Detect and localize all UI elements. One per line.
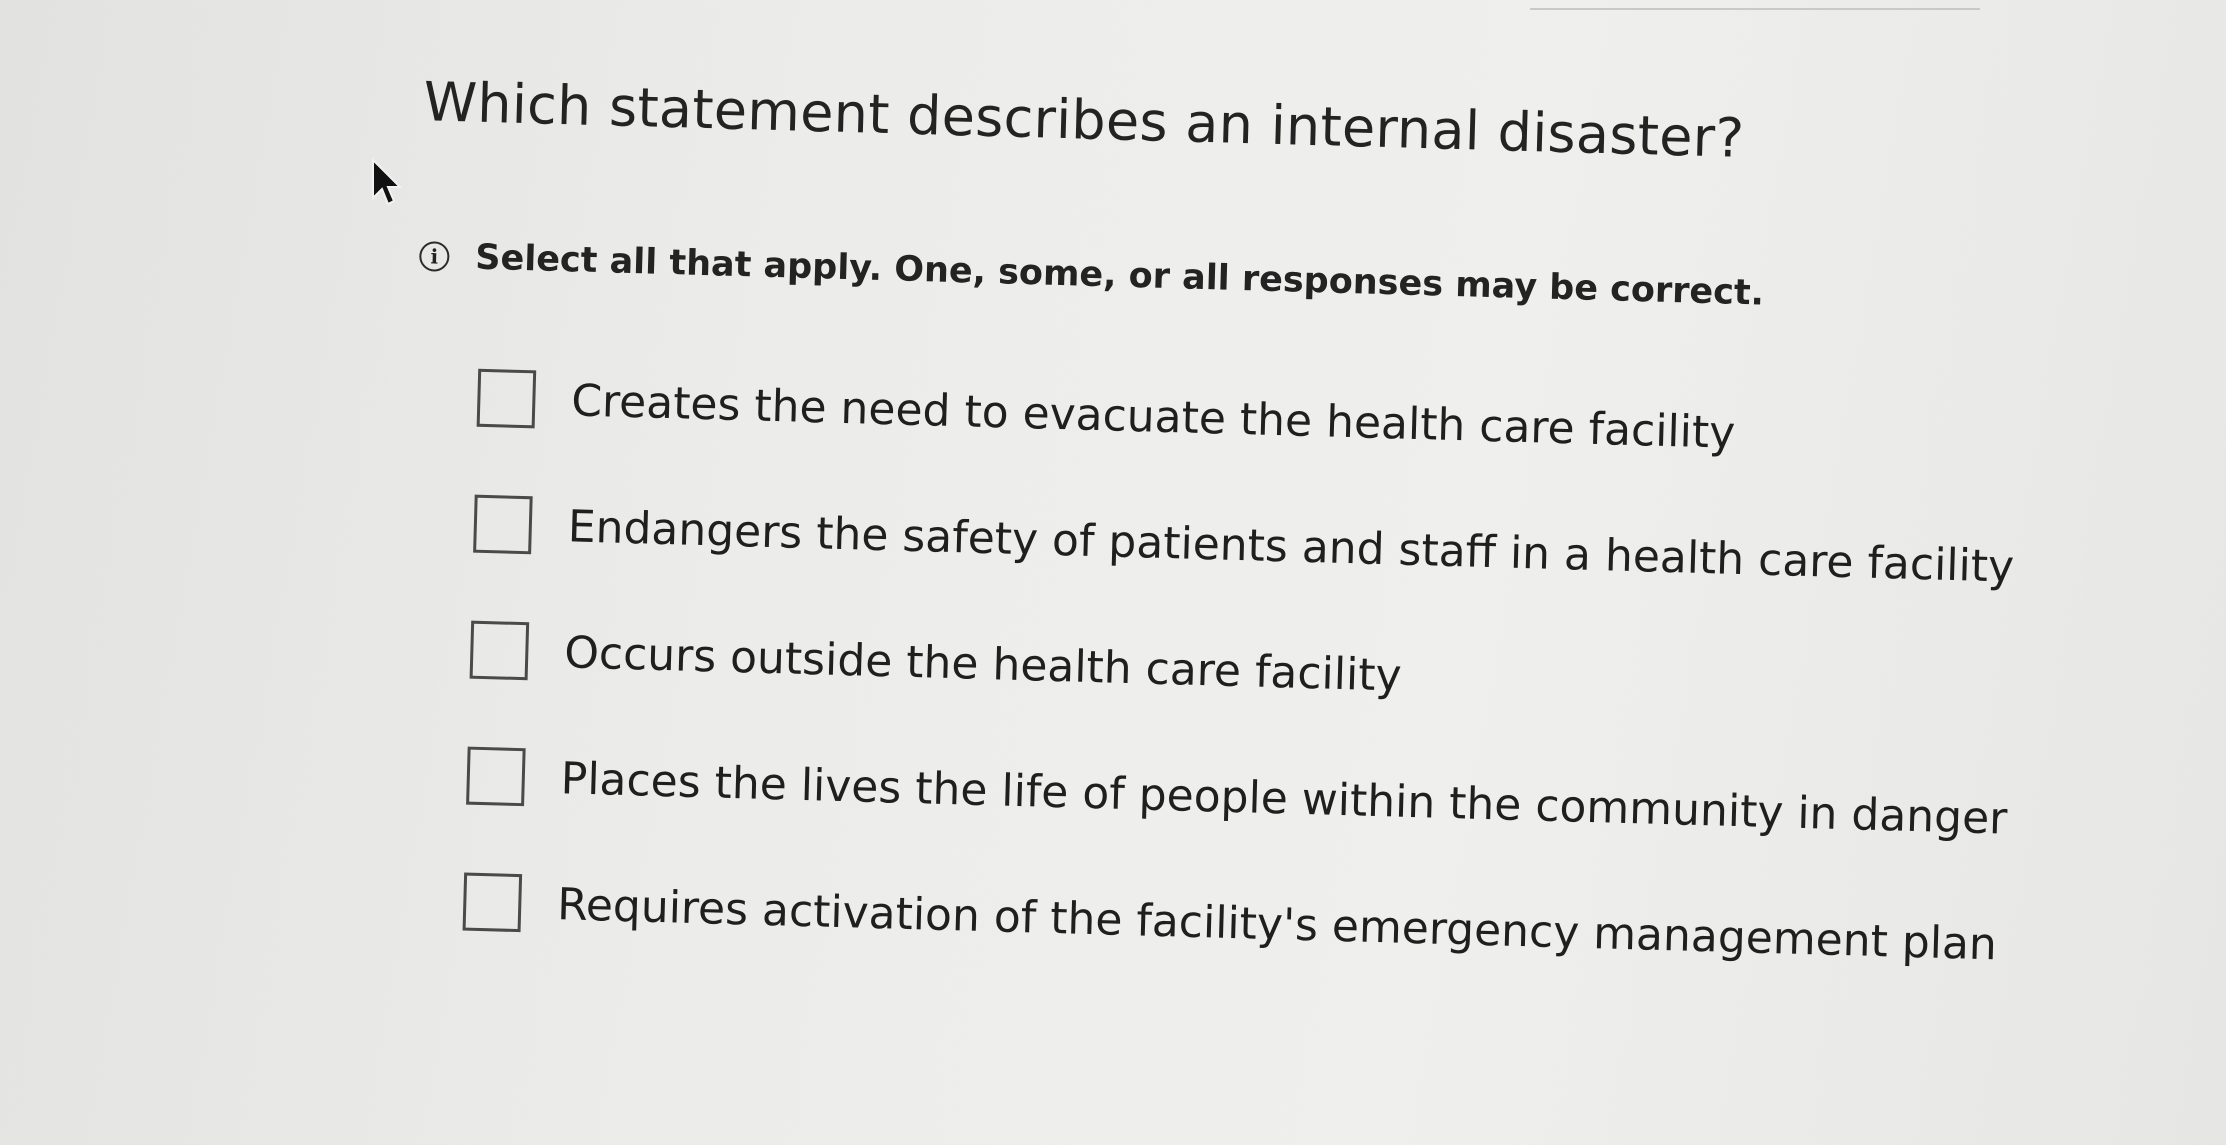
info-icon: i bbox=[419, 241, 450, 272]
top-divider bbox=[1530, 8, 1980, 10]
answer-option-5[interactable] bbox=[463, 872, 2005, 975]
answer-option-4[interactable] bbox=[466, 746, 2008, 849]
instruction-row bbox=[419, 236, 1765, 314]
checkbox-option-1[interactable] bbox=[477, 369, 537, 429]
option-label: Places the lives the life of people within the community in danger bbox=[560, 752, 2008, 845]
option-label: Requires activation of the facility's emergency management plan bbox=[556, 878, 1998, 970]
option-label: Creates the need to evacuate the health care facility bbox=[570, 374, 1736, 459]
checkbox-option-2[interactable] bbox=[473, 495, 533, 555]
checkbox-option-4[interactable] bbox=[466, 747, 526, 807]
instruction-text: Select all that apply. One, some, or all responses may be correct. bbox=[474, 237, 1765, 314]
answer-option-3[interactable] bbox=[470, 620, 2012, 723]
answer-option-1[interactable] bbox=[477, 368, 2019, 471]
option-label: Occurs outside the health care facility bbox=[563, 626, 1403, 702]
checkbox-option-5[interactable] bbox=[463, 873, 523, 933]
option-label: Endangers the safety of patients and staff in a health care facility bbox=[567, 500, 2015, 593]
answer-options-list bbox=[461, 368, 2019, 1041]
checkbox-option-3[interactable] bbox=[470, 621, 530, 681]
answer-option-2[interactable] bbox=[473, 494, 2015, 597]
question-title: Which statement describes an internal disaster? bbox=[422, 70, 1746, 170]
